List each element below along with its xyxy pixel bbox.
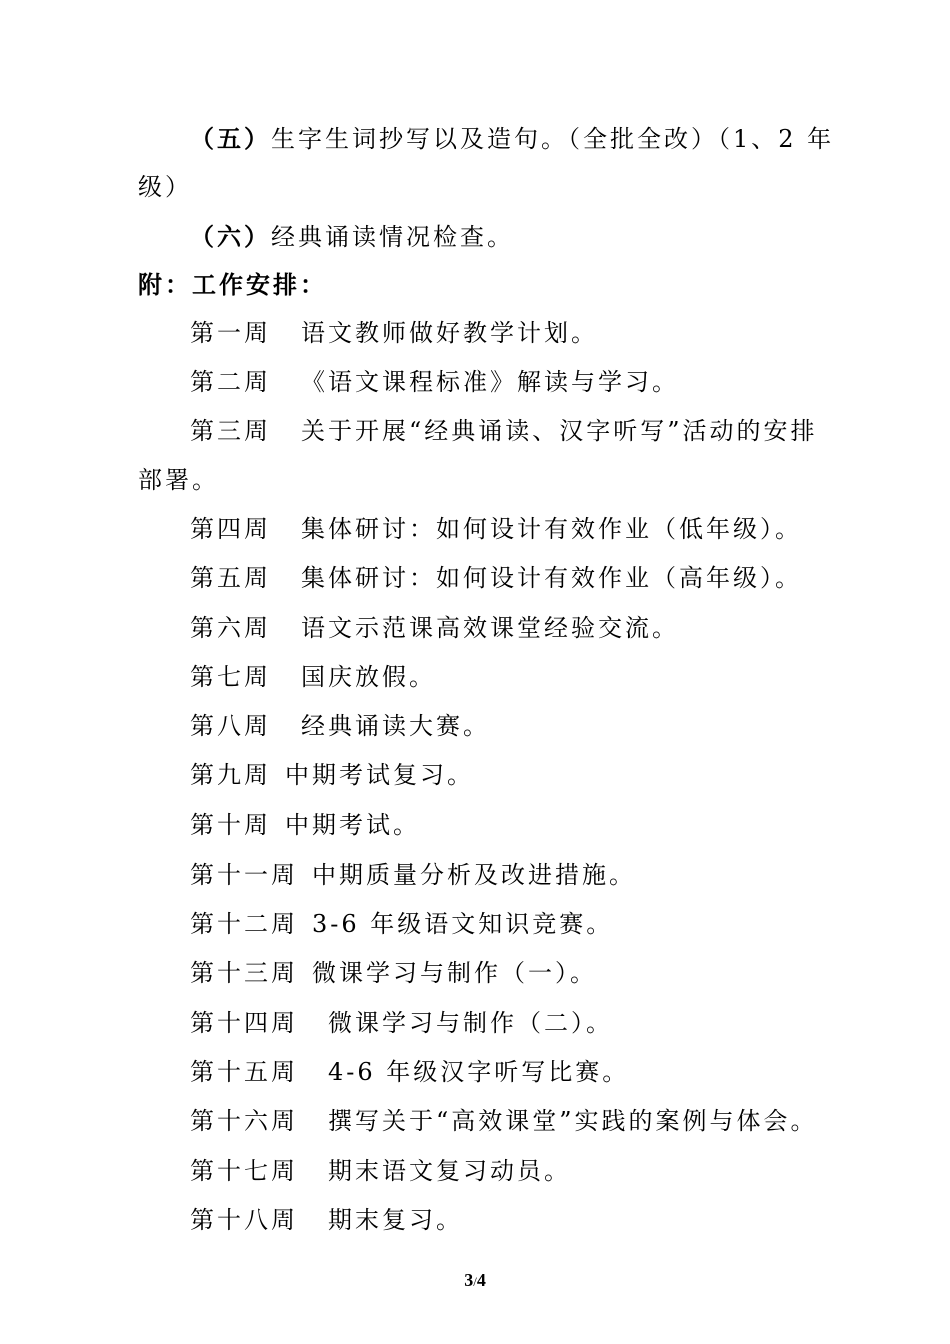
page-number (0, 1270, 950, 1291)
schedule-task: 集体研讨：如何设计有效作业（低年级）。 (301, 515, 802, 543)
schedule-task: 集体研讨：如何设计有效作业（高年级）。 (301, 564, 802, 592)
schedule-row (190, 410, 870, 452)
schedule-row (190, 508, 870, 550)
schedule-task: 期末复习。 (328, 1206, 463, 1234)
schedule-week: 第十三周 (190, 959, 298, 987)
schedule-week: 第五周 (190, 564, 271, 592)
schedule-row (190, 1002, 870, 1044)
schedule-week: 第三周 (190, 417, 271, 445)
schedule-row (190, 1150, 870, 1192)
schedule-week: 第一周 (190, 319, 271, 347)
schedule-task: 撰写关于“高效课堂”实践的案例与体会。 (328, 1107, 818, 1135)
schedule-week: 第十八周 (190, 1206, 298, 1234)
schedule-row (190, 754, 870, 796)
schedule-row (190, 1199, 870, 1241)
schedule-task: 期末语文复习动员。 (328, 1157, 571, 1185)
schedule-task: 中期考试复习。 (285, 761, 474, 789)
schedule-row-continuation: 部署。 (138, 466, 219, 494)
schedule-task: 微课学习与制作（一）。 (312, 959, 597, 987)
schedule-row (190, 656, 870, 698)
schedule-task: 国庆放假。 (301, 663, 436, 691)
schedule-task: 经典诵读大赛。 (301, 712, 490, 740)
schedule-row (190, 312, 870, 354)
schedule-task: 3-6 年级语文知识竞赛。 (312, 910, 614, 938)
schedule-week: 第十一周 (190, 861, 298, 889)
schedule-week: 第八周 (190, 712, 271, 740)
schedule-week: 第九周 (190, 761, 271, 789)
schedule-week: 第十六周 (190, 1107, 298, 1135)
schedule-week: 第四周 (190, 515, 271, 543)
schedule-row (190, 804, 870, 846)
page-total: 4 (476, 1270, 486, 1290)
schedule-task: 《语文课程标准》解读与学习。 (301, 368, 679, 396)
schedule-row (190, 1051, 870, 1093)
schedule-week: 第十四周 (190, 1009, 298, 1037)
schedule-week: 第七周 (190, 663, 271, 691)
schedule-week: 第十二周 (190, 910, 298, 938)
schedule-row (190, 557, 870, 599)
schedule-week: 第十五周 (190, 1058, 298, 1086)
schedule-row (190, 705, 870, 747)
schedule-row (190, 361, 870, 403)
schedule-task: 语文教师做好教学计划。 (301, 319, 598, 347)
page-current: 3 (464, 1270, 474, 1290)
page-separator: / (473, 1274, 477, 1289)
schedule-row (190, 1100, 870, 1142)
item-five (190, 118, 870, 160)
schedule-week: 第十七周 (190, 1157, 298, 1185)
schedule-task: 4-6 年级汉字听写比赛。 (328, 1058, 630, 1086)
item-five-marker: （五） (190, 124, 271, 153)
item-five-text: 生字生词抄写以及造句。（全批全改）（1、2 年 (271, 125, 835, 153)
schedule-task: 中期考试。 (285, 811, 420, 839)
item-five-continuation: 级） (138, 173, 192, 201)
item-six-marker: （六） (190, 222, 271, 251)
schedule-task: 关于开展“经典诵读、汉字听写”活动的安排 (301, 417, 818, 445)
schedule-row (190, 854, 870, 896)
schedule-task: 中期质量分析及改进措施。 (312, 861, 636, 889)
item-six-text: 经典诵读情况检查。 (271, 223, 514, 251)
schedule-row (190, 903, 870, 945)
schedule-task: 微课学习与制作（二）。 (328, 1009, 613, 1037)
item-six (190, 216, 870, 258)
schedule-week: 第二周 (190, 368, 271, 396)
schedule-task: 语文示范课高效课堂经验交流。 (301, 614, 679, 642)
appendix-heading: 附：工作安排： (138, 270, 327, 299)
schedule-row (190, 952, 870, 994)
schedule-week: 第六周 (190, 614, 271, 642)
schedule-week: 第十周 (190, 811, 271, 839)
schedule-row (190, 607, 870, 649)
